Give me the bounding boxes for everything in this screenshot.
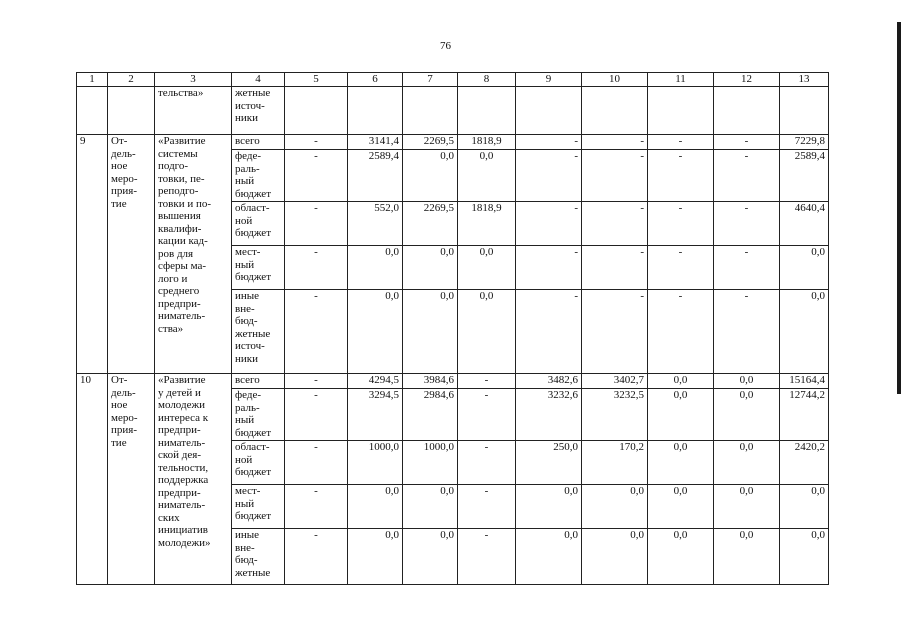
value-cell: 0,0: [348, 485, 403, 529]
value-cell: -: [714, 150, 780, 202]
funding-source-text: иные вне- бюд- жетные источ- ники: [235, 290, 271, 365]
column-header: 2: [108, 73, 155, 87]
value-cell: -: [714, 246, 780, 290]
column-header: 11: [648, 73, 714, 87]
value-cell: -: [285, 135, 348, 150]
value-cell: 0,0: [780, 246, 829, 290]
value-cell: -: [285, 202, 348, 246]
value-cell: 3232,6: [516, 389, 582, 441]
value-cell: 0,0: [714, 485, 780, 529]
funding-source-text: област- ной бюджет: [235, 441, 271, 478]
value-cell: 0,0: [582, 529, 648, 585]
value-cell: 0,0: [714, 374, 780, 389]
value-cell: 3294,5: [348, 389, 403, 441]
value-cell: -: [516, 246, 582, 290]
column-header: 10: [582, 73, 648, 87]
value-cell: -: [458, 374, 516, 389]
value-cell: -: [285, 389, 348, 441]
column-header: 12: [714, 73, 780, 87]
value-cell: 1818,9: [458, 135, 516, 150]
funding-source-cell: [232, 485, 285, 529]
item-type-text: От- дель- ное меро- прия- тие: [111, 135, 138, 210]
header-row: [77, 73, 829, 87]
value-cell: 2589,4: [348, 150, 403, 202]
cell: [516, 87, 582, 135]
source-tail-cell: жетные источ- ники: [232, 87, 285, 135]
cell: [648, 87, 714, 135]
value-cell: -: [516, 150, 582, 202]
value-cell: -: [648, 246, 714, 290]
value-cell: -: [648, 290, 714, 374]
cell: [348, 87, 403, 135]
continuation-row: [77, 87, 829, 135]
value-cell: -: [648, 202, 714, 246]
column-header: 9: [516, 73, 582, 87]
value-cell: -: [582, 135, 648, 150]
value-cell: 0,0: [648, 485, 714, 529]
value-cell: 3141,4: [348, 135, 403, 150]
value-cell: -: [582, 246, 648, 290]
value-cell: 0,0: [780, 290, 829, 374]
value-cell: 3402,7: [582, 374, 648, 389]
cell: [403, 87, 458, 135]
value-cell: 170,2: [582, 441, 648, 485]
column-header: 7: [403, 73, 458, 87]
value-cell: 0,0: [403, 150, 458, 202]
value-cell: 0,0: [348, 290, 403, 374]
cell: [582, 87, 648, 135]
value-cell: 3232,5: [582, 389, 648, 441]
value-cell: 3984,6: [403, 374, 458, 389]
item-type-text: От- дель- ное меро- прия- тие: [111, 374, 138, 449]
value-cell: 1000,0: [348, 441, 403, 485]
value-cell: 0,0: [458, 290, 516, 374]
cell: [458, 87, 516, 135]
column-header: 5: [285, 73, 348, 87]
value-cell: 15164,4: [780, 374, 829, 389]
value-cell: -: [648, 135, 714, 150]
value-cell: -: [582, 150, 648, 202]
funding-source-text: всего: [235, 374, 260, 386]
value-cell: -: [285, 441, 348, 485]
value-cell: 250,0: [516, 441, 582, 485]
value-cell: 12744,2: [780, 389, 829, 441]
value-cell: 2420,2: [780, 441, 829, 485]
value-cell: -: [285, 246, 348, 290]
value-cell: -: [458, 485, 516, 529]
funding-source-text: област- ной бюджет: [235, 202, 271, 239]
value-cell: -: [458, 529, 516, 585]
value-cell: -: [582, 202, 648, 246]
value-cell: 4640,4: [780, 202, 829, 246]
value-cell: -: [285, 485, 348, 529]
value-cell: 1818,9: [458, 202, 516, 246]
budget-row: [77, 135, 829, 150]
cell: [108, 87, 155, 135]
value-cell: -: [285, 374, 348, 389]
funding-source-text: мест- ный бюджет: [235, 246, 271, 283]
value-cell: 0,0: [516, 529, 582, 585]
value-cell: -: [285, 150, 348, 202]
value-cell: 0,0: [582, 485, 648, 529]
funding-source-cell: [232, 441, 285, 485]
column-header: 3: [155, 73, 232, 87]
cell: [780, 87, 829, 135]
funding-source-text: феде- раль- ный бюджет: [235, 389, 271, 439]
value-cell: -: [516, 202, 582, 246]
funding-source-text: мест- ный бюджет: [235, 485, 271, 522]
value-cell: 0,0: [714, 441, 780, 485]
value-cell: 0,0: [648, 529, 714, 585]
value-cell: 0,0: [648, 441, 714, 485]
budget-row: [77, 374, 829, 389]
column-header: 1: [77, 73, 108, 87]
page-number: 76: [440, 40, 451, 52]
value-cell: -: [714, 135, 780, 150]
cell: [285, 87, 348, 135]
value-cell: 3482,6: [516, 374, 582, 389]
value-cell: 0,0: [516, 485, 582, 529]
budget-table: [76, 72, 829, 585]
value-cell: 0,0: [714, 529, 780, 585]
value-cell: 4294,5: [348, 374, 403, 389]
funding-source-text: феде- раль- ный бюджет: [235, 150, 271, 200]
item-name-cell: [155, 135, 232, 374]
value-cell: -: [458, 389, 516, 441]
column-header: 8: [458, 73, 516, 87]
value-cell: 552,0: [348, 202, 403, 246]
name-tail-cell: тельства»: [155, 87, 232, 135]
item-type-cell: [108, 374, 155, 585]
item-name-text: «Развитие у детей и молодежи интереса к предпри- ниматель- ской дея- тельности, поддержка предпри- ниматель- ских инициатив молодежи»: [158, 374, 211, 549]
value-cell: -: [285, 290, 348, 374]
value-cell: 0,0: [403, 290, 458, 374]
funding-source-cell: [232, 202, 285, 246]
value-cell: 0,0: [458, 246, 516, 290]
funding-source-cell: [232, 389, 285, 441]
item-type-cell: [108, 135, 155, 374]
value-cell: 1000,0: [403, 441, 458, 485]
funding-source-text: иные вне- бюд- жетные: [235, 529, 271, 579]
value-cell: 0,0: [458, 150, 516, 202]
value-cell: 0,0: [403, 246, 458, 290]
value-cell: 0,0: [348, 529, 403, 585]
value-cell: -: [714, 290, 780, 374]
value-cell: 0,0: [403, 485, 458, 529]
value-cell: 2984,6: [403, 389, 458, 441]
value-cell: -: [516, 290, 582, 374]
value-cell: 2269,5: [403, 135, 458, 150]
value-cell: 0,0: [403, 529, 458, 585]
funding-source-cell: [232, 135, 285, 150]
item-number-cell: 10: [77, 374, 108, 585]
value-cell: -: [582, 290, 648, 374]
cell: [714, 87, 780, 135]
value-cell: 7229,8: [780, 135, 829, 150]
value-cell: -: [648, 150, 714, 202]
value-cell: 0,0: [348, 246, 403, 290]
value-cell: -: [458, 441, 516, 485]
item-number-cell: 9: [77, 135, 108, 374]
funding-source-cell: [232, 374, 285, 389]
value-cell: -: [714, 202, 780, 246]
cell: [77, 87, 108, 135]
funding-source-cell: [232, 150, 285, 202]
value-cell: 0,0: [780, 485, 829, 529]
column-header: 13: [780, 73, 829, 87]
value-cell: 2269,5: [403, 202, 458, 246]
value-cell: -: [285, 529, 348, 585]
value-cell: 0,0: [648, 374, 714, 389]
column-header: 4: [232, 73, 285, 87]
item-name-cell: [155, 374, 232, 585]
funding-source-cell: [232, 529, 285, 585]
value-cell: 0,0: [780, 529, 829, 585]
value-cell: -: [516, 135, 582, 150]
value-cell: 0,0: [714, 389, 780, 441]
scan-edge-line: [897, 22, 901, 394]
column-header: 6: [348, 73, 403, 87]
funding-source-cell: [232, 246, 285, 290]
funding-source-cell: [232, 290, 285, 374]
funding-source-text: всего: [235, 135, 260, 147]
value-cell: 0,0: [648, 389, 714, 441]
item-name-text: «Развитие системы подго- товки, пе- реподго- товки и по- вышения квалифи- кации кад- ров для сферы ма- лого и среднего предпри- ниматель- ства»: [158, 135, 212, 335]
value-cell: 2589,4: [780, 150, 829, 202]
